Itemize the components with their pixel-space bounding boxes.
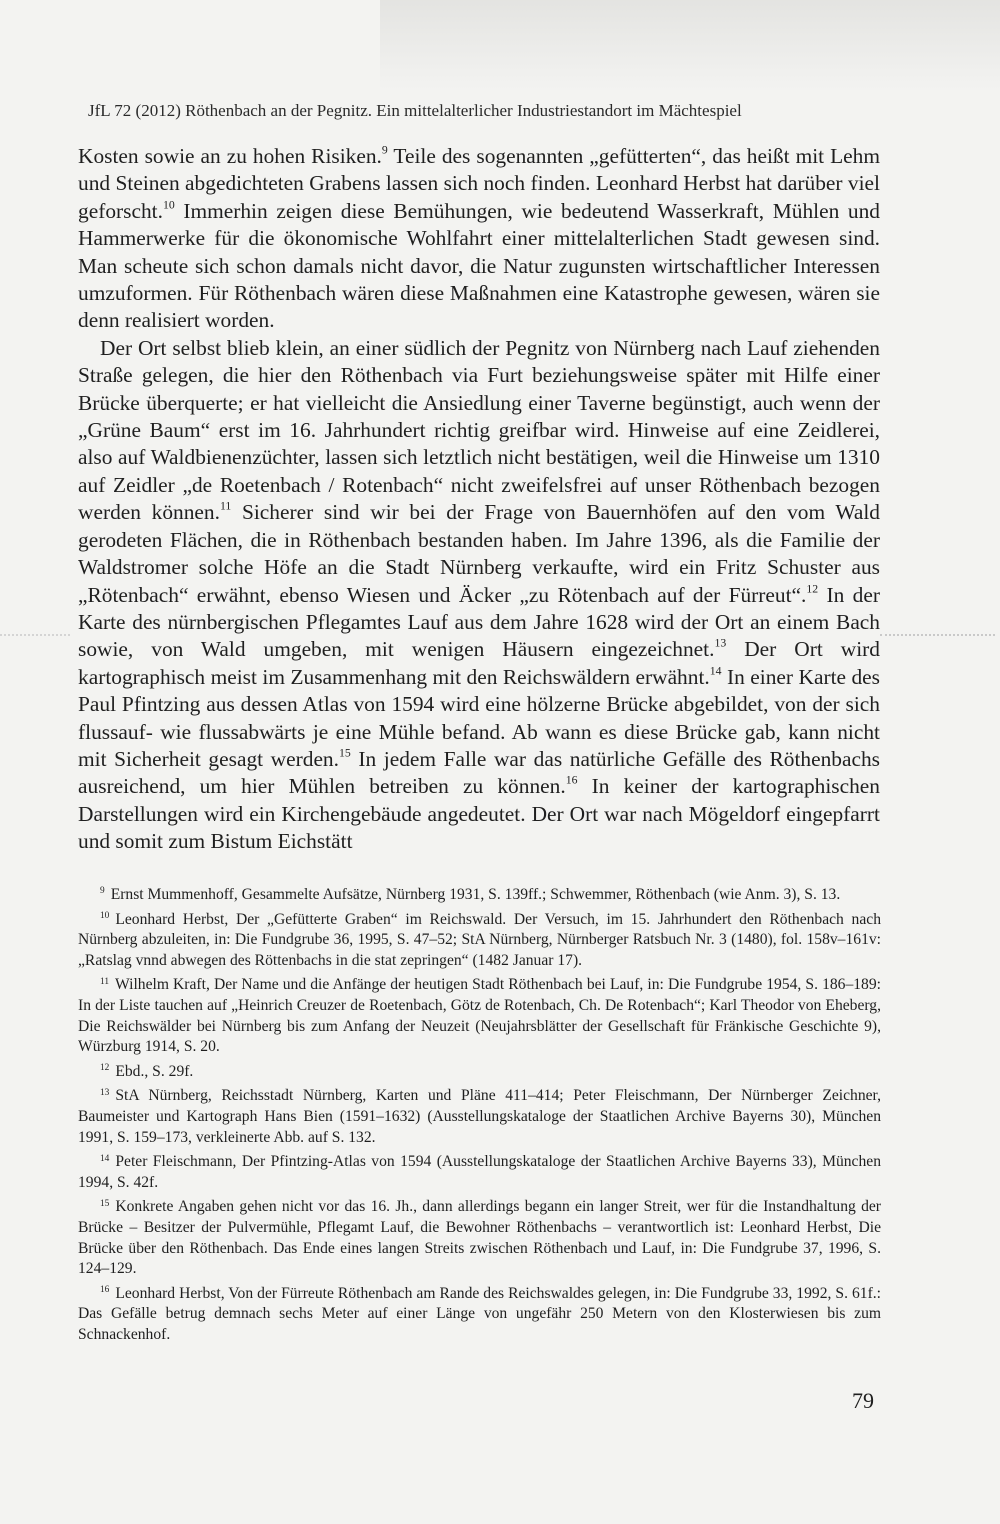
footnote-text: StA Nürnberg, Reichsstadt Nürnberg, Karten und Pläne 411–414; Peter Fleischmann, Der Nürnberger Zeichner, Baumeister und Kartograph Hans Bien (1591–1632) (Ausstellungskataloge der Staatlichen Archive Bayerns 30), München 1991, S. 159–173, verkleinerte Abb. auf S. 132. <box>78 1087 881 1146</box>
footnote-number: 9 <box>100 886 105 897</box>
footnote <box>78 1284 881 1346</box>
footnotes <box>78 885 881 1349</box>
footnote <box>78 885 881 906</box>
footnote-ref: 11 <box>219 499 232 513</box>
footnote-text: Leonhard Herbst, Von der Fürreute Röthenbach am Rande des Reichswaldes gelegen, in: Die Fundgrube 33, 1992, S. 61f.: Das Gefälle betrug demnach sechs Meter auf einer Länge von ungefähr 250 Metern von den Klosterwiesen bis zum Schnackenhof. <box>78 1284 881 1343</box>
footnote-text: Konkrete Angaben gehen nicht vor das 16. Jh., dann allerdings begann ein langer Streit, wer für die Instandhaltung der Brücke – Besitzer der Pulvermühle, Pflegamt Lauf, die Bewohner Röthenbachs – verantwortlich ist: Leonhard Herbst, Die Brücke über den Röthenbach. Das Ende eines langen Streits zwischen Röthenbach und Lauf, in: Die Fundgrube 37, 1996, S. 124–129. <box>78 1198 881 1278</box>
running-head: JfL 72 (2012) Röthenbach an der Pegnitz. Ein mittelalterlicher Industriestandort im Mächtespiel <box>88 101 742 120</box>
paragraph-1 <box>78 143 880 335</box>
footnote-number: 15 <box>100 1198 110 1209</box>
text-run: Der Ort selbst blieb klein, an einer südlich der Pegnitz von Nürnberg nach Lauf ziehenden Straße gelegen, die hier den Röthenbach via Furt beziehungsweise später mit Hilfe einer Brücke überquerte; er hat vielleicht die Ansiedlung einer Taverne begünstigt, auch wenn der „Grüne Baum“ erst im 16. Jahrhundert richtig greifbar wird. Hinweise auf eine Zeidlerei, also auf Waldbienenzüchter, lassen sich letztlich nicht bestätigen, weil die Hinweise um 1310 auf Zeidler „de Roetenbach / Rotenbach“ nicht zweifelsfrei auf unser Röthenbach bezogen werden können. <box>78 335 880 525</box>
footnote-ref: 13 <box>714 636 727 650</box>
footnote-ref: 9 <box>381 143 388 157</box>
footnote-text: Leonhard Herbst, Der „Gefütterte Graben“ im Reichswald. Der Versuch, im 15. Jahrhundert den Röthenbach nach Nürnberg abzuleiten, in: Die Fundgrube 36, 1995, S. 47–52; StA Nürnberg, Nürnberger Ratsbuch Nr. 3 (1480), fol. 158v–161v: „Ratslag vnnd abwegen des Röttenbachs in die stat zepringen“ (1482 Januar 17). <box>78 910 881 969</box>
footnote <box>78 1086 881 1148</box>
text-run: Teile des sogenannten „gefütterten“, das heißt mit Lehm und Steinen abgedichteten Grabens lassen sich noch finden. Leonhard Herbst hat darüber viel geforscht. <box>78 144 880 223</box>
text-run: In jedem Falle war das natürliche Gefälle des Röthenbachs ausreichend, um hier Mühlen betreiben zu können. <box>78 746 881 799</box>
scan-artifact-left <box>0 634 70 636</box>
footnote-number: 14 <box>100 1153 110 1164</box>
footnote-ref: 16 <box>565 773 578 787</box>
text-run: In einer Karte des Paul Pfintzing aus dessen Atlas von 1594 wird eine hölzerne Brücke abgebildet, von der sich flussauf- wie flussabwärts je eine Mühle befand. Ab wann es diese Brücke gab, kann nicht mit Sicherheit gesagt werden. <box>78 664 880 771</box>
main-text <box>78 143 880 856</box>
text-run: Kosten sowie an zu hohen Risiken. <box>78 144 382 168</box>
footnote <box>78 910 881 972</box>
footnote <box>78 975 881 1057</box>
footnote-text: Wilhelm Kraft, Der Name und die Anfänge der heutigen Stadt Röthenbach bei Lauf, in: Die Fundgrube 1954, S. 186–189: In der Liste tauchen auf „Heinrich Creuzer de Roetenbach, Götz de Rotenbach, Ch. De Rotenbach“; Karl Theodor von Eheberg, Die Reichswälder bei Nürnberg bis zum Anfang der Neuzeit (Neujahrsblätter der Gesellschaft für Fränkische Geschichte 9), Würzburg 1914, S. 20. <box>78 976 881 1056</box>
footnote-number: 10 <box>100 910 110 921</box>
footnote-ref: 15 <box>338 746 351 760</box>
footnote-text: Ernst Mummenhoff, Gesammelte Aufsätze, Nürnberg 1931, S. 139ff.; Schwemmer, Röthenbach (wie Anm. 3), S. 13. <box>110 886 841 903</box>
footnote-text: Ebd., S. 29f. <box>115 1062 194 1080</box>
footnote <box>78 1062 881 1083</box>
footnote-number: 13 <box>100 1087 110 1098</box>
footnote-number: 11 <box>100 976 110 987</box>
paragraph-2 <box>78 335 880 856</box>
footnote-ref: 14 <box>709 664 722 678</box>
text-run: Immerhin zeigen diese Bemühungen, wie bedeutend Wasserkraft, Mühlen und Hammerwerke für die ökonomische Wohlfahrt einer mittelalterlichen Stadt gewesen sind. Man scheute sich schon damals nicht davor, die Natur zugunsten wirtschaftlicher Interessen umzuformen. Für Röthenbach wären diese Maßnahmen eine Katastrophe gewesen, wären sie denn realisiert worden. <box>78 198 880 333</box>
footnote-number: 16 <box>100 1285 110 1296</box>
footnote-ref: 10 <box>162 198 175 212</box>
footnote-ref: 12 <box>806 582 819 596</box>
footnote-number: 12 <box>100 1063 110 1074</box>
text-run: In keiner der kartographischen Darstellungen wird ein Kirchengebäude angedeutet. Der Ort war nach Mögeldorf eingepfarrt und somit zum Bistum Eichstätt <box>78 774 880 854</box>
scan-artifact-right <box>880 634 995 636</box>
text-run: In der Karte des nürnbergischen Pflegamtes Lauf aus dem Jahre 1628 wird der Ort an einem Bach sowie, von Wald umgeben, mit wenigen Häusern eingezeichnet. <box>78 582 880 662</box>
footnote <box>78 1152 881 1193</box>
scan-shadow <box>380 0 1000 90</box>
footnote-text: Peter Fleischmann, Der Pfintzing-Atlas von 1594 (Ausstellungskataloge der Staatlichen Archive Bayerns 33), München 1994, S. 42f. <box>78 1153 881 1191</box>
page-number: 79 <box>852 1388 874 1413</box>
text-run: Der Ort wird kartographisch meist im Zusammenhang mit den Reichswäldern erwähnt. <box>78 637 880 689</box>
footnote <box>78 1197 881 1279</box>
text-run: Sicherer sind wir bei der Frage von Bauernhöfen auf den vom Wald gerodeten Flächen, die in Röthenbach bestanden haben. Im Jahre 1396, als die Familie der Waldstromer solche Höfe an die Stadt Nürnberg verkaufte, wird ein Fritz Schuster aus „Rötenbach“ erwähnt, ebenso Wiesen und Äcker „zu Rötenbach auf der Fürreut“. <box>78 500 880 607</box>
